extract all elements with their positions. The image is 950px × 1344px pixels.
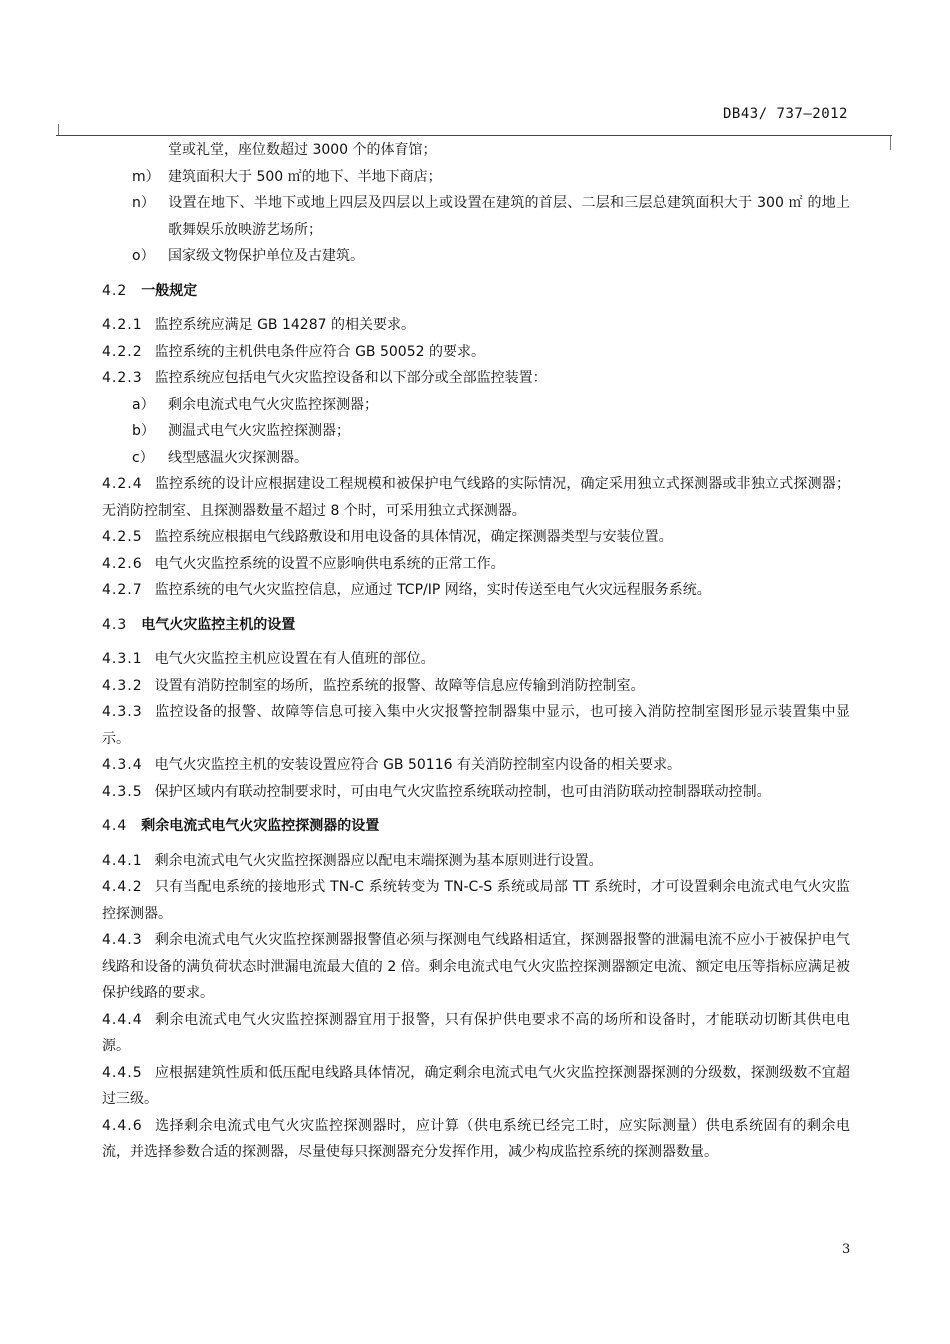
- clause-4-2-4: [102, 471, 850, 524]
- list-text: 线型感温火灾探测器。: [168, 449, 308, 466]
- clause-4-2-3: [102, 365, 850, 392]
- clause-text: 监控系统的设计应根据建设工程规模和被保护电气线路的实际情况，确定采用独立式探测器或非独立式探测器；无消防控制室、且探测器数量不超过 8 个时，可采用独立式探测器。: [102, 476, 850, 519]
- clause-number: 4.3.3: [102, 704, 143, 720]
- clause-4-2-6: [102, 551, 850, 578]
- document-body: [102, 137, 850, 1166]
- continued-list-text: 堂或礼堂，座位数超过 3000 个的体育馆；: [168, 142, 437, 158]
- clause-number: 4.2.3: [102, 370, 143, 386]
- clause-4-4-4: [102, 1007, 850, 1060]
- clause-4-4-3: [102, 927, 850, 1007]
- clause-number: 4.4.4: [102, 1011, 143, 1028]
- clause-4-3-5: [102, 779, 850, 806]
- list-text: 设置在地下、半地下或地上四层及四层以上或设置在建筑的首层、二层和三层总建筑面积大于 300 ㎡ 的地上歌舞娱乐放映游艺场所；: [168, 195, 850, 238]
- clause-4-3-2: [102, 673, 850, 700]
- clause-4-2-2: [102, 339, 850, 366]
- clause-4-3-4: [102, 752, 850, 779]
- clause-text: 监控系统应包括电气火灾监控设备和以下部分或全部监控装置：: [154, 370, 547, 386]
- list-item-n: [132, 190, 850, 243]
- clause-number: 4.3.5: [102, 783, 143, 800]
- clause-number: 4.3.2: [102, 677, 143, 694]
- clause-text: 只有当配电系统的接地形式 TN-C 系统转变为 TN-C-S 系统或局部 TT 系统时，才可设置剩余电流式电气火灾监控探测器。: [102, 879, 850, 922]
- clause-number: 4.2.5: [102, 529, 143, 545]
- list-text: 测温式电气火灾监控探测器；: [168, 423, 350, 439]
- list-label: b）: [132, 423, 155, 439]
- clause-text: 监控系统的电气火灾监控信息，应通过 TCP/IP 网络，实时传送至电气火灾远程服务系统。: [154, 582, 711, 598]
- clause-4-3-3: [102, 699, 850, 752]
- list-label: m）: [132, 168, 160, 185]
- clause-text: 电气火灾监控主机的安装设置应符合 GB 50116 有关消防控制室内设备的相关要求。: [154, 757, 681, 773]
- clause-number: 4.2.4: [102, 476, 143, 492]
- clause-number: 4.2.2: [102, 343, 143, 360]
- clause-text: 监控系统应根据电气线路敷设和用电设备的具体情况，确定探测器类型与安装位置。: [154, 529, 673, 545]
- header-corner-mark-right: [890, 136, 891, 150]
- clause-4-4-1: [102, 848, 850, 875]
- clause-text: 监控设备的报警、故障等信息可接入集中火灾报警控制器集中显示，也可接入消防控制室图形显示装置集中显示。: [102, 704, 850, 747]
- section-number: 4.3: [102, 616, 128, 633]
- section-number: 4.4: [102, 818, 128, 834]
- clause-number: 4.4.1: [102, 852, 143, 869]
- section-heading-4-3: [102, 612, 850, 639]
- clause-number: 4.3.1: [102, 651, 143, 667]
- clause-number: 4.2.7: [102, 582, 143, 598]
- list-item-o: [132, 243, 850, 270]
- clause-text: 电气火灾监控主机应设置在有人值班的部位。: [154, 651, 435, 667]
- document-code: DB43/ 737—2012: [722, 106, 848, 122]
- clause-4-2-5: [102, 524, 850, 551]
- list-label: o）: [132, 248, 155, 264]
- clause-4-4-2: [102, 874, 850, 927]
- clause-text: 监控系统应满足 GB 14287 的相关要求。: [154, 317, 415, 333]
- list-text: 剩余电流式电气火灾监控探测器；: [168, 396, 378, 413]
- page-number: 3: [842, 1242, 851, 1257]
- clause-text: 剩余电流式电气火灾监控探测器宜用于报警，只有保护供电要求不高的场所和设备时，才能联动切断其供电电源。: [102, 1011, 850, 1054]
- clause-text: 剩余电流式电气火灾监控探测器报警值必须与探测电气线路相适宜，探测器报警的泄漏电流不应小于被保护电气线路和设备的满负荷状态时泄漏电流最大值的 2 倍。剩余电流式电气火灾监控探测器额定电流、额定电压等指标应满足被保护线路的要求。: [102, 932, 850, 1001]
- list-item-m: [132, 164, 850, 191]
- list-text: 国家级文物保护单位及古建筑。: [168, 248, 364, 264]
- section-title: 剩余电流式电气火灾监控探测器的设置: [141, 818, 380, 834]
- section-heading-4-2: [102, 278, 850, 305]
- clause-4-3-1: [102, 646, 850, 673]
- list-label: c）: [132, 449, 154, 466]
- section-number: 4.2: [102, 282, 128, 299]
- clause-number: 4.4.3: [102, 932, 143, 948]
- list-label: n）: [132, 195, 155, 211]
- clause-text: 剩余电流式电气火灾监控探测器应以配电末端探测为基本原则进行设置。: [154, 852, 603, 869]
- clause-4-2-7: [102, 577, 850, 604]
- clause-number: 4.4.6: [102, 1117, 143, 1134]
- clause-text: 设置有消防控制室的场所，监控系统的报警、故障等信息应传输到消防控制室。: [154, 677, 645, 694]
- section-heading-4-4: [102, 813, 850, 840]
- header-rule: [56, 135, 892, 136]
- clause-text: 保护区域内有联动控制要求时，可由电气火灾监控系统联动控制，也可由消防联动控制器联动控制。: [154, 783, 771, 800]
- section-title: 一般规定: [141, 282, 198, 299]
- clause-4-2-1: [102, 312, 850, 339]
- clause-number: 4.2.1: [102, 317, 143, 333]
- clause-number: 4.4.5: [102, 1064, 143, 1081]
- list-item-b: [132, 418, 850, 445]
- list-label: a）: [132, 396, 155, 413]
- clause-4-4-5: [102, 1060, 850, 1113]
- clause-4-4-6: [102, 1113, 850, 1166]
- clause-text: 应根据建筑性质和低压配电线路具体情况，确定剩余电流式电气火灾监控探测器探测的分级数，探测级数不宜超过三级。: [102, 1064, 850, 1107]
- list-item-c: [132, 445, 850, 472]
- clause-text: 电气火灾监控系统的设置不应影响供电系统的正常工作。: [154, 555, 505, 572]
- list-text: 建筑面积大于 500 ㎡的地下、半地下商店；: [168, 168, 442, 185]
- clause-text: 选择剩余电流式电气火灾监控探测器时，应计算（供电系统已经完工时，应实际测量）供电系统固有的剩余电流，并选择参数合适的探测器，尽量使每只探测器充分发挥作用，减少构成监控系统的探测器数量。: [102, 1117, 850, 1160]
- clause-number: 4.3.4: [102, 757, 143, 773]
- clause-number: 4.4.2: [102, 879, 143, 895]
- clause-text: 监控系统的主机供电条件应符合 GB 50052 的要求。: [154, 343, 485, 360]
- list-item-a: [132, 392, 850, 419]
- clause-number: 4.2.6: [102, 555, 143, 572]
- section-title: 电气火灾监控主机的设置: [141, 616, 296, 633]
